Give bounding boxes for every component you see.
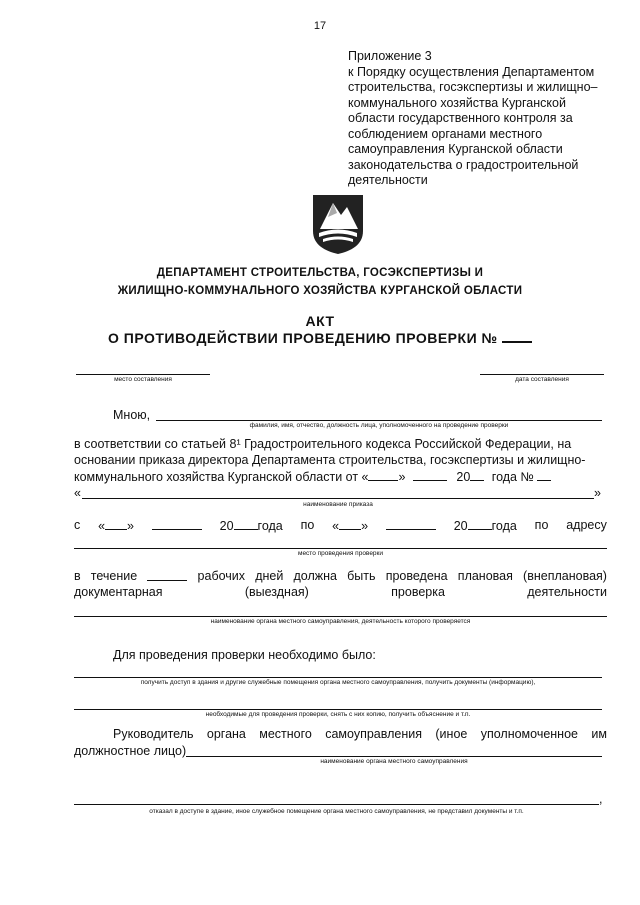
dates-row (74, 518, 607, 533)
quote-close: » (127, 519, 134, 533)
appendix-line: строительства, госэкспертизы и жилищно– (348, 80, 598, 94)
appendix-line: области государственного контроля за (348, 111, 573, 125)
term-word: проведена (385, 569, 448, 583)
head-line-2: должностное лицо) (74, 744, 187, 758)
date-to-day-blank[interactable] (339, 518, 361, 530)
act-subtitle-text: О ПРОТИВОДЕЙСТВИИ ПРОВЕДЕНИЮ ПРОВЕРКИ № (107, 330, 498, 346)
date-from-month-blank[interactable] (152, 518, 202, 530)
order-year-blank[interactable] (470, 469, 484, 481)
appendix-line: к Порядку осуществления Департаментом (348, 64, 595, 79)
order-caption: наименование приказа (303, 501, 373, 508)
year-prefix: 20 (456, 470, 471, 484)
date-caption: дата составления (515, 376, 569, 383)
place-caption: место составления (114, 376, 172, 383)
date-from-year-blank[interactable] (234, 518, 258, 530)
year-word: года (491, 519, 517, 533)
date-from-label: с (74, 518, 81, 532)
appendix-line: законодательства о градостроительной (348, 157, 579, 172)
order-quote-close: » (594, 486, 601, 500)
term-word: течение (90, 569, 138, 583)
order-month-blank[interactable] (413, 469, 447, 481)
head-row (113, 727, 607, 741)
department-line-2: ЖИЛИЩНО-КОММУНАЛЬНОГО ХОЗЯЙСТВА КУРГАНСКОЙ ОБЛАСТИ (117, 285, 523, 297)
paragraph-line-3 (74, 469, 607, 484)
act-subtitle (0, 330, 640, 346)
order-number-blank[interactable] (537, 469, 551, 481)
organ-line[interactable] (74, 616, 607, 617)
inspector-name-line[interactable] (156, 420, 602, 421)
inspection-type-row (74, 585, 607, 599)
appendix-line: самоуправления Курганской области (348, 142, 563, 156)
term-word: дней (255, 569, 284, 583)
term-row (74, 569, 607, 583)
year-prefix: 20 (453, 519, 468, 533)
head-organ-line[interactable] (186, 756, 602, 757)
term-word: (внеплановая) (523, 569, 607, 583)
quote-open: « (332, 519, 340, 533)
organ-caption: наименование органа местного самоуправления, деятельность которого проверяется (210, 618, 471, 625)
date-to-month-blank[interactable] (386, 518, 436, 530)
address-line[interactable] (74, 548, 607, 549)
address-label: по (534, 518, 549, 532)
address-caption: место проведения проверки (297, 550, 384, 557)
head-word: местного (259, 727, 312, 741)
place-line[interactable] (76, 374, 210, 375)
head-word: (иное (435, 727, 468, 741)
order-day-blank[interactable] (368, 469, 398, 481)
term-word: плановая (457, 569, 513, 583)
access-line[interactable] (74, 677, 602, 678)
year-number-text: года № (491, 470, 534, 484)
copy-line[interactable] (74, 709, 602, 710)
quote-close: » (361, 519, 369, 533)
date-line[interactable] (480, 374, 604, 375)
head-word: им (591, 727, 607, 741)
refused-caption: отказал в доступе в здание, иное служебное помещение органа местного самоуправления, не представил документы и т.п. (149, 808, 524, 815)
term-word: быть (347, 569, 376, 583)
year-word: года (257, 519, 283, 533)
department-line-1: ДЕПАРТАМЕНТ СТРОИТЕЛЬСТВА, ГОСЭКСПЕРТИЗЫ И (156, 267, 484, 279)
inspection-type-word: деятельности (527, 585, 607, 599)
paragraph-line-2: основании приказа директора Департамента строительства, госэкспертизы и жилищно- (74, 453, 586, 467)
appendix-line: коммунального хозяйства Курганской (348, 95, 566, 110)
act-title: АКТ (305, 313, 335, 329)
term-word: в (74, 569, 81, 583)
mnoyu-label: Мною, (113, 408, 151, 422)
appendix-line: деятельности (348, 173, 428, 187)
head-word: самоуправления (325, 727, 423, 741)
inspection-type-word: проверка (391, 585, 445, 599)
copy-caption: необходимые для проведения проверки, снять с них копию, получить объяснение и т.п. (205, 711, 471, 718)
access-caption: получить доступ в здания и другие служебные помещения органа местного самоуправления, получить документы (информацию), (140, 679, 536, 686)
head-organ-caption: наименование органа местного самоуправления (320, 758, 468, 765)
paragraph-line-1: в соответствии со статьей 8¹ Градостроительного кодекса Российской Федерации, на (74, 437, 572, 451)
fio-caption: фамилия, имя, отчество, должность лица, уполномоченного на проведение проверки (249, 422, 509, 429)
term-word: должна (293, 569, 337, 583)
appendix-title: Приложение 3 (348, 49, 432, 63)
term-word: рабочих (197, 569, 246, 583)
paragraph-line-3-text: коммунального хозяйства Курганской области от « (74, 470, 369, 484)
need-heading: Для проведения проверки необходимо было: (113, 648, 376, 662)
head-word: Руководитель (113, 727, 194, 741)
year-prefix: 20 (219, 519, 234, 533)
head-word: уполномоченное (480, 727, 578, 741)
address-word: адресу (566, 518, 607, 532)
order-name-line[interactable] (82, 498, 594, 499)
working-days-blank[interactable] (147, 569, 187, 581)
coat-of-arms-icon (311, 193, 365, 255)
refused-comma: , (599, 792, 603, 806)
appendix-line: соблюдением органами местного (348, 126, 543, 141)
act-number-blank[interactable] (502, 330, 532, 343)
head-word: органа (206, 727, 246, 741)
appendix-block (348, 49, 623, 189)
page-number: 17 (313, 20, 327, 32)
quote-close: » (398, 470, 406, 484)
inspection-type-word: документарная (74, 585, 163, 599)
inspection-type-word: (выездная) (244, 585, 309, 599)
order-quote-open: « (74, 486, 81, 500)
quote-open: « (98, 519, 106, 533)
refused-line[interactable] (74, 804, 599, 805)
date-from-day-blank[interactable] (105, 518, 127, 530)
date-to-label: по (300, 518, 315, 532)
date-to-year-blank[interactable] (468, 518, 492, 530)
